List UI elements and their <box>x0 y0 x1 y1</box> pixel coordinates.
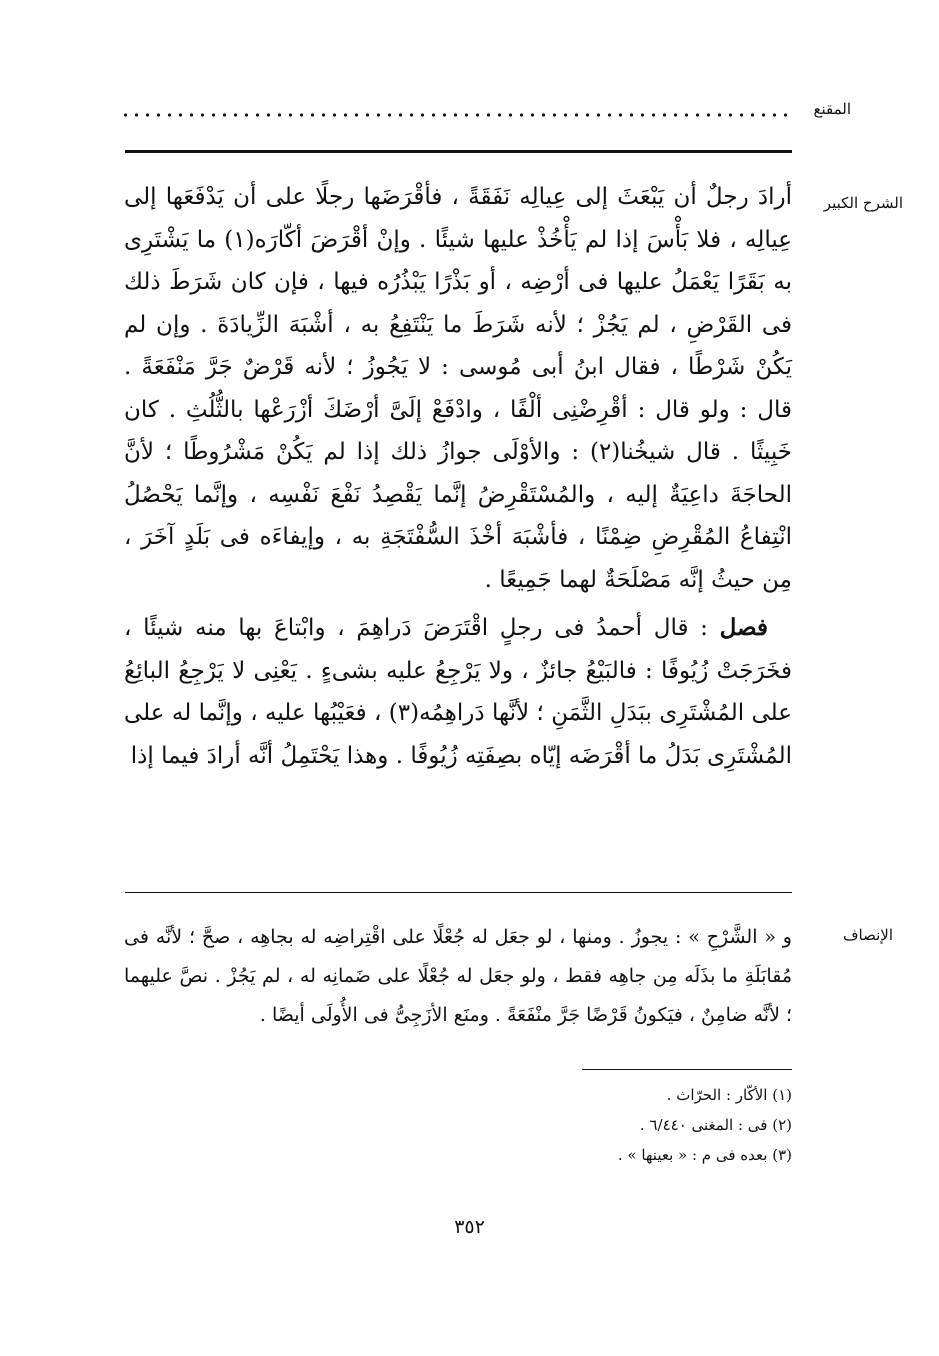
footnote-2: (٢) فى : المغنى ٦/٤٤٠ . <box>639 1116 792 1134</box>
insaf-paragraph: و « الشَّرْحِ » : يجوزُ . ومنها ، لو جعَل له جُعْلًا على اقْتِراضِه له بجاهِه ، صحَّ ؛ لأنَّه فى مُقابَلَةِ ما بذَلَه مِن جاهِه فقط ، ولو جعَل له جُعْلًا على ضَمانِه له ، لم يَجُزْ . نصَّ عليهما ؛ لأنَّه ضامِنٌ ، فيَكونُ قَرْضًا جَرَّ منْفَعَةً . ومنَع الأزَجِىُّ فى الأُولَى أيضًا . <box>124 926 792 1026</box>
insaf-text-block <box>124 918 792 1035</box>
footnote-3: (٣) بعده فى م : « بعينها » . <box>617 1146 792 1164</box>
section-divider <box>125 892 792 893</box>
fasl-heading: فصل <box>719 614 768 641</box>
dotted-leader <box>120 112 790 118</box>
margin-label-sharh: الشرح الكبير <box>823 194 903 212</box>
footnote-1: (١) الأكّار : الحرّاث . <box>666 1086 792 1104</box>
fasl-text: : قال أحمدُ فى رجلٍ اقْتَرَضَ دَراهِمَ ، وابْتاعَ بها منه شيئًا ، فخَرَجَتْ زُيُوفًا : فالبَيْعُ جائزٌ ، ولا يَرْجِعُ عليه بشىءٍ . يَعْنِى لا يَرْجِعُ البائِعُ على المُشْتَرِى ببَدَلِ الثَّمَنِ ؛ لأنَّها دَراهِمُه(٣) ، فعَيْبُها عليه ، وإنَّما له على المُشْتَرِى بَدَلُ ما أقْرَضَه إيّاه بصِفَتِه زُيُوفًا . وهذا يَحْتَمِلُ أنَّه أرادَ فيما إذا <box>124 615 792 769</box>
header-rule <box>125 150 792 153</box>
page-number: ٣٥٢ <box>454 1216 485 1238</box>
main-paragraph-2 <box>124 607 792 777</box>
margin-label-insaf: الإنصاف <box>842 926 893 944</box>
footnote-rule <box>582 1069 792 1070</box>
main-text-block <box>124 176 792 777</box>
running-header-title: المقنع <box>813 100 851 118</box>
footnotes <box>392 1080 792 1170</box>
main-paragraph-1: أرادَ رجلٌ أن يَبْعَثَ إلى عِيالِه نَفَقَةً ، فأقْرَضَها رجلًا على أن يَدْفَعَها إلى عِيالِه ، فلا بَأْسَ إذا لم يَأْخُذْ عليها شيئًا . وإنْ أقْرَضَ أكّارَه(١) ما يَشْتَرِى به بَقَرًا يَعْمَلُ عليها فى أرْضِه ، أو بَذْرًا يَبْذُرُه فيها ، فإن كان شَرَطَ ذلك فى القَرْضِ ، لم يَجُزْ ؛ لأنه شَرَطَ ما يَنْتَفِعُ به ، أشْبَهَ الزِّيادَةَ . وإن لم يَكُنْ شَرْطًا ، فقال ابنُ أبى مُوسى : لا يَجُوزُ ؛ لأنه قَرْضٌ جَرَّ مَنْفَعَةً . قال : ولو قال : أقْرِضْنِى ألْفًا ، وادْفَعْ إلَىَّ أرْضَكَ أزْرَعْها بالثُّلُثِ . كان خَبِيثًا . قال شيخُنا(٢) : والأوْلَى جوازُ ذلك إذا لم يَكُنْ مَشْرُوطًا ؛ لأنَّ الحاجَةَ داعِيَةٌ إليه ، والمُسْتَقْرِضُ إنَّما يَقْصِدُ نَفْعَ نَفْسِه ، وإنَّما يَحْصُلُ انْتِفاعُ المُقْرِضِ ضِمْنًا ، فأشْبَهَ أخْذَ السُّفْتَجَةِ به ، وإيفاءَه فى بَلَدٍ آخَرَ ، مِن حيثُ إنَّه مَصْلَحَةٌ لهما جَمِيعًا . <box>124 184 793 593</box>
